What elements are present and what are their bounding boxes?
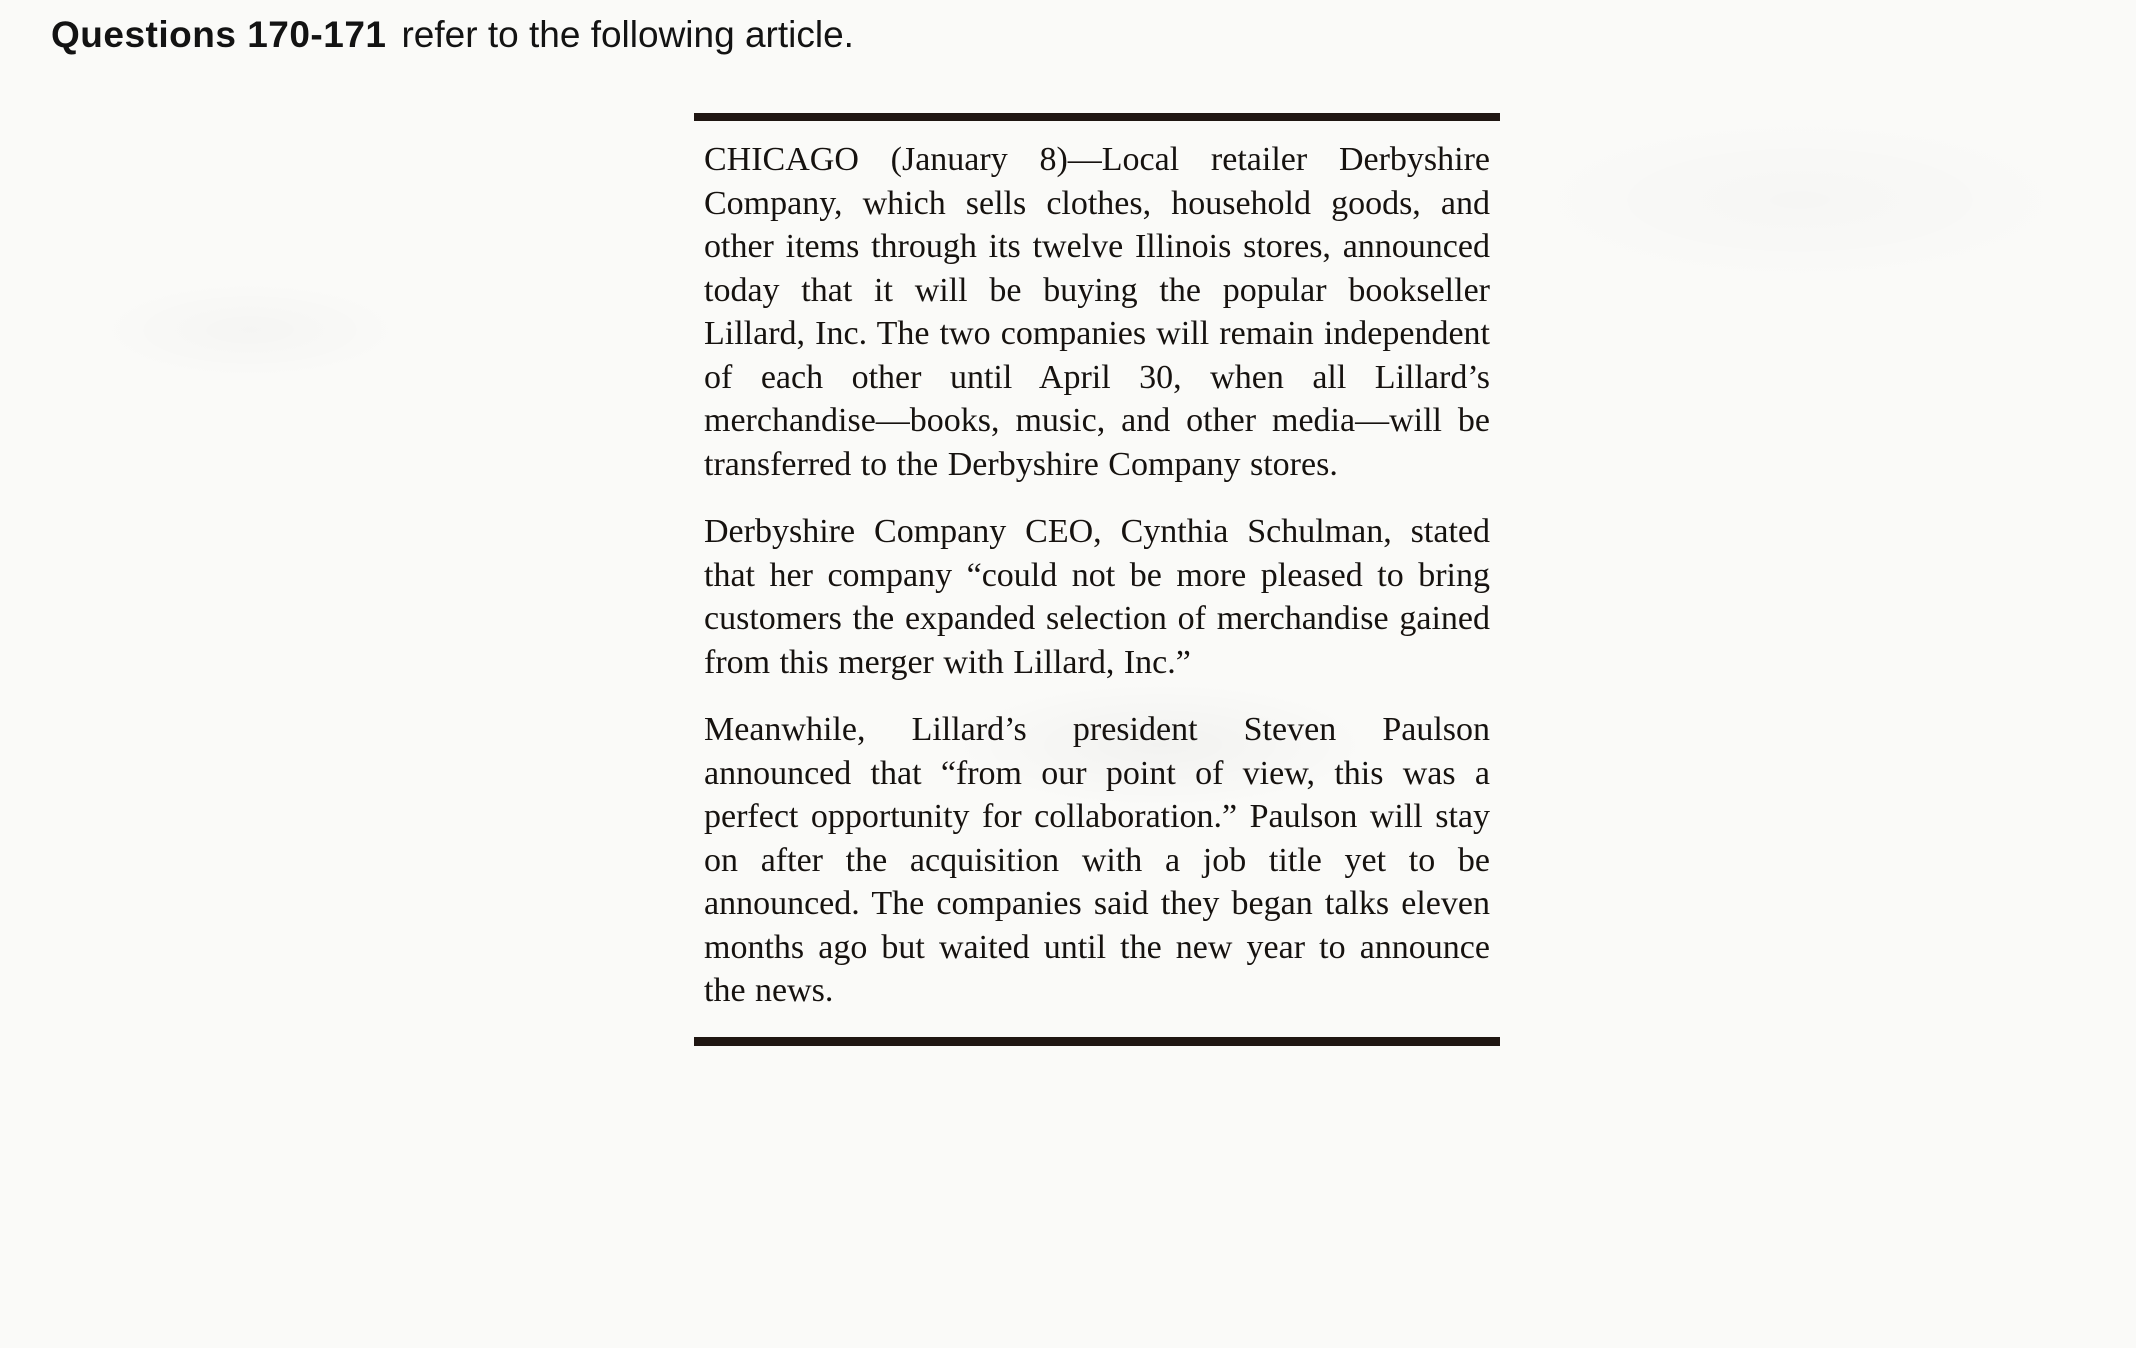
article-paragraph-1: CHICAGO (January 8)—Local retailer Derbyshire Company, which sells clothes, household goods, and other items through its twelve Illinois stores, announced today that it will be buying the popular bookseller Lillard, Inc. The two companies will remain independent of each other until April 30, when all Lillard’s merchandise—books, music, and other media—will be transferred to the Derbyshire Company stores.	[704, 141, 1490, 483]
question-range-label: Questions 170-171	[51, 14, 387, 55]
article-paragraph-2: Derbyshire Company CEO, Cynthia Schulman, stated that her company “could not be more pleased to bring customers the expanded selection of merchandise gained from this merger with Lillard, Inc.”	[704, 513, 1490, 681]
article-box	[694, 113, 1500, 1046]
article-paragraph-3: Meanwhile, Lillard’s president Steven Paulson announced that “from our point of view, this was a perfect opportunity for collaboration.” Paulson will stay on after the acquisition with a job title yet to be announced. The companies said they began talks eleven months ago but waited until the new year to announce the news.	[704, 711, 1490, 1010]
question-header	[51, 13, 854, 57]
question-instruction-text: refer to the following article.	[401, 14, 854, 55]
